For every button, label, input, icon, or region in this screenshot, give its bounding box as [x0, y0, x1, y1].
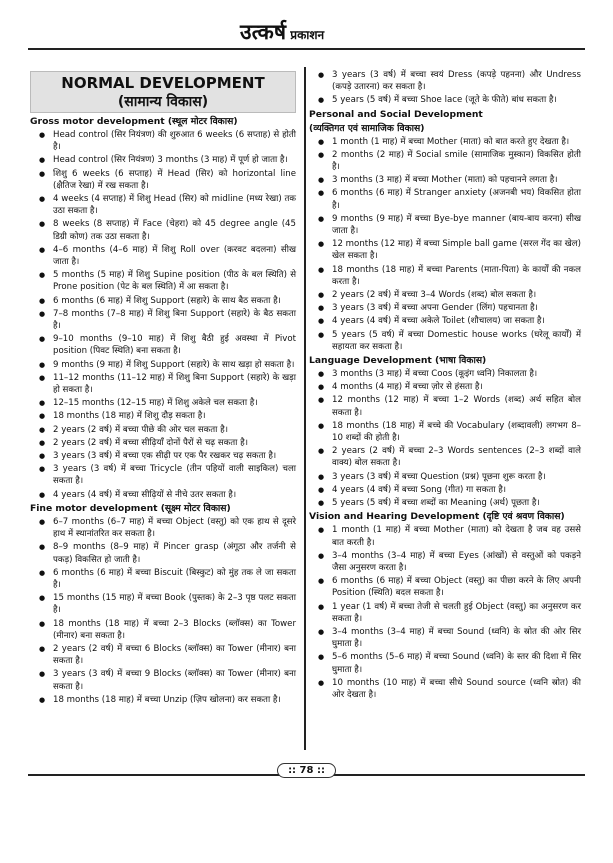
list-item: ● 3 years (3 वर्ष) में बच्चा Tricycle (तीन पहियों वाली साइकिल) चला सकता है। [30, 463, 296, 487]
column-divider [304, 67, 306, 750]
list-item: ● 9 months (9 माह) में बच्चा Bye-bye manner (बाय-बाय करना) सीख जाता है। [309, 213, 581, 237]
left-column [30, 114, 296, 707]
list-item: ● 3–4 months (3–4 माह) में बच्चा Eyes (आंखों) से वस्तुओं को पकड़ने जैसा अनुसरण करता है। [309, 550, 581, 574]
gross-motor-list [30, 129, 296, 501]
list-item: ● 1 month (1 माह) में बच्चा Mother (माता) को बात करते हुए देखता है। [309, 136, 581, 148]
language-list [309, 368, 581, 509]
header-divider [28, 48, 585, 50]
list-item: ● 2 years (2 वर्ष) में बच्चा सीढ़ियाँ दोनों पैरों से चढ़ सकता है। [30, 437, 296, 449]
list-item: ● 9 months (9 माह) में शिशु Support (सहारे) के साथ खड़ा हो सकता है। [30, 359, 296, 371]
fine-motor-list [30, 516, 296, 706]
list-item: ● 1 month (1 माह) में बच्चा Mother (माता) को देखता है जब वह उससे बात करती है। [309, 524, 581, 548]
right-column [309, 69, 581, 702]
list-item: ● 18 months (18 माह) में बच्चे की Vocabulary (शब्दावली) लगभग 8–10 शब्दों की होती है। [309, 420, 581, 444]
list-item: ● 6 months (6 माह) में Stranger anxiety (अजनबी भय) विकसित होता है। [309, 187, 581, 211]
list-item: ● 4–6 months (4–6 माह) में शिशु Roll over (करवट बदलना) सीख जाता है। [30, 244, 296, 268]
list-item: ● 1 year (1 वर्ष) में बच्चा तेजी से चलती हुई Object (वस्तु) का अनुसरण कर सकता है। [309, 601, 581, 625]
list-item: ● 5 months (5 माह) में शिशु Supine position (पीठ के बल स्थिति) से Prone position (पेट के बल स्थिति) में आ सकता है। [30, 269, 296, 293]
gross-motor-heading: Gross motor development (स्थूल मोटर विकास) [30, 116, 238, 127]
list-item: ● 18 months (18 माह) में बच्चा Unzip (ज़िप खोलना) कर सकता है। [30, 694, 296, 706]
list-item: ● 12 months (12 माह) में बच्चा 1–2 Words (शब्द) अर्थ सहित बोल सकता है। [309, 394, 581, 418]
list-item: ● 6 months (6 माह) में बच्चा Object (वस्तु) का पीछा करने के लिए अपनी Position (स्थिति) बदल सकता है। [309, 575, 581, 599]
publisher-brand-sub: प्रकाशन [290, 28, 325, 42]
list-item: ● 18 months (18 माह) में बच्चा 2–3 Blocks (ब्लॉक्स) का Tower (मीनार) बना सकता है। [30, 618, 296, 642]
page-footer [0, 758, 613, 778]
list-item: ● 7–8 months (7–8 माह) में शिशु बिना Support (सहारे) के बैठ सकता है। [30, 308, 296, 332]
list-item: ● 4 weeks (4 सप्ताह) में शिशु Head (सिर) को midline (मध्य रेखा) तक उठा सकता है। [30, 193, 296, 217]
list-item: ● Head control (सिर नियंत्रण) 3 months (3 माह) में पूर्ण हो जाता है। [30, 154, 296, 166]
vision-hearing-heading: Vision and Hearing Development (दृष्टि एवं श्रवण विकास) [309, 511, 565, 523]
page-title: NORMAL DEVELOPMENT [61, 74, 265, 92]
list-item: ● 6 months (6 माह) में शिशु Support (सहारे) के साथ बैठ सकता है। [30, 295, 296, 307]
list-item: ● 3 years (3 वर्ष) में बच्चा अपना Gender (लिंग) पहचानता है। [309, 302, 581, 314]
list-item: ● 2 years (2 वर्ष) में बच्चा 2–3 Words sentences (2–3 शब्दों वाले वाक्य) बोल सकता है। [309, 445, 581, 469]
list-item: ● 10 months (10 माह) में बच्चा सीधे Sound source (ध्वनि स्रोत) की ओर देखता है। [309, 677, 581, 701]
personal-social-heading-hindi: (व्यक्तिगत एवं सामाजिक विकास) [309, 122, 425, 134]
list-item: ● शिशु 6 weeks (6 सप्ताह) में Head (सिर) को horizontal line (क्षैतिज रेखा) में रख सकता है। [30, 168, 296, 192]
list-item: ● 5 years (5 वर्ष) में बच्चा Domestic house works (घरेलू कार्यों) में सहायता कर सकता है। [309, 329, 581, 353]
list-item: ● 2 years (2 वर्ष) में बच्चा पीछे की ओर चल सकता है। [30, 424, 296, 436]
list-item: ● 4 years (4 वर्ष) में बच्चा अकेले Toilet (शौचालय) जा सकता है। [309, 315, 581, 327]
language-heading: Language Development (भाषा विकास) [309, 355, 487, 367]
list-item: ● 8 weeks (8 सप्ताह) में Face (चेहरा) को 45 degree angle (45 डिग्री कोण) तक उठा सकता है। [30, 218, 296, 242]
list-item: ● 12–15 months (12–15 माह) में शिशु अकेले चल सकता है। [30, 397, 296, 409]
list-item: ● 4 months (4 माह) में बच्चा ज़ोर से हंसता है। [309, 381, 581, 393]
list-item: ● 3 years (3 वर्ष) में बच्चा स्वयं Dress (कपड़े पहनना) और Undress (कपड़े उतारना) कर सकता है। [309, 69, 581, 93]
list-item: ● 2 years (2 वर्ष) में बच्चा 3–4 Words (शब्द) बोल सकता है। [309, 289, 581, 301]
fine-motor-continued-list [309, 69, 581, 107]
list-item: ● 6 months (6 माह) में बच्चा Biscuit (बिस्कुट) को मुंह तक ले जा सकता है। [30, 567, 296, 591]
list-item: ● 3–4 months (3–4 माह) में बच्चा Sound (ध्वनि) के स्रोत की ओर सिर घुमाता है। [309, 626, 581, 650]
list-item: ● 3 months (3 माह) में बच्चा Mother (माता) को पहचानने लगता है। [309, 174, 581, 186]
list-item: ● 6–7 months (6–7 माह) में बच्चा Object (वस्तु) को एक हाथ से दूसरे हाथ में स्थानांतरित कर सकता है। [30, 516, 296, 540]
list-item: ● 3 years (3 वर्ष) में बच्चा 9 Blocks (ब्लॉक्स) का Tower (मीनार) बना सकता है। [30, 668, 296, 692]
list-item: ● 18 months (18 माह) में शिशु दौड़ सकता है। [30, 410, 296, 422]
personal-social-heading: Personal and Social Development [309, 108, 483, 120]
publisher-brand: उत्कर्ष [240, 19, 287, 44]
list-item: ● 3 years (3 वर्ष) में बच्चा एक सीढ़ी पर एक पैर रखकर चढ़ सकता है। [30, 450, 296, 462]
list-item: ● 4 years (4 वर्ष) में बच्चा Song (गीत) गा सकता है। [309, 484, 581, 496]
publisher-logo [240, 18, 324, 46]
list-item: ● 2 months (2 माह) में Social smile (सामाजिक मुस्कान) विकसित होती है। [309, 149, 581, 173]
list-item: ● 8–9 months (8–9 माह) में Pincer grasp (अंगूठा और तर्जनी से पकड़) विकसित हो जाती है। [30, 541, 296, 565]
fine-motor-heading: Fine motor development (सूक्ष्म मोटर विकास) [30, 502, 231, 514]
vision-hearing-list [309, 524, 581, 701]
list-item: ● 4 years (4 वर्ष) में बच्चा सीढ़ियों से नीचे उतर सकता है। [30, 489, 296, 501]
page-header [0, 18, 613, 44]
list-item: ● 5 years (5 वर्ष) में बच्चा शब्दों का Meaning (अर्थ) पूछता है। [309, 497, 581, 509]
list-item: ● Head control (सिर नियंत्रण) की शुरुआत 6 weeks (6 सप्ताह) से होती है। [30, 129, 296, 153]
list-item: ● 3 months (3 माह) में बच्चा Coos (कूइंग ध्वनि) निकालता है। [309, 368, 581, 380]
list-item: ● 18 months (18 माह) में बच्चा Parents (माता-पिता) के कार्यों की नकल करता है। [309, 264, 581, 288]
list-item: ● 5 years (5 वर्ष) में बच्चा Shoe lace (जूते के फीते) बांध सकता है। [309, 94, 581, 106]
page-title-box [30, 71, 296, 113]
list-item: ● 12 months (12 माह) में बच्चा Simple ball game (सरल गेंद का खेल) खेल सकता है। [309, 238, 581, 262]
page-number: :: 78 :: [277, 763, 336, 778]
list-item: ● 2 years (2 वर्ष) में बच्चा 6 Blocks (ब्लॉक्स) का Tower (मीनार) बना सकता है। [30, 643, 296, 667]
list-item: ● 9–10 months (9–10 माह) में शिशु बैठी हुई अवस्था में Pivot position (पिवट स्थिति) बना सकता है। [30, 333, 296, 357]
list-item: ● 11–12 months (11–12 माह) में शिशु बिना Support (सहारे) के खड़ा हो सकता है। [30, 372, 296, 396]
list-item: ● 5–6 months (5–6 माह) में बच्चा Sound (ध्वनि) के स्तर की दिशा में सिर घुमाता है। [309, 651, 581, 675]
personal-social-list [309, 136, 581, 353]
list-item: ● 3 years (3 वर्ष) में बच्चा Question (प्रश्न) पूछना शुरू करता है। [309, 471, 581, 483]
list-item: ● 15 months (15 माह) में बच्चा Book (पुस्तक) के 2–3 पृष्ठ पलट सकता है। [30, 592, 296, 616]
page-title-hindi: (सामान्य विकास) [117, 94, 209, 110]
